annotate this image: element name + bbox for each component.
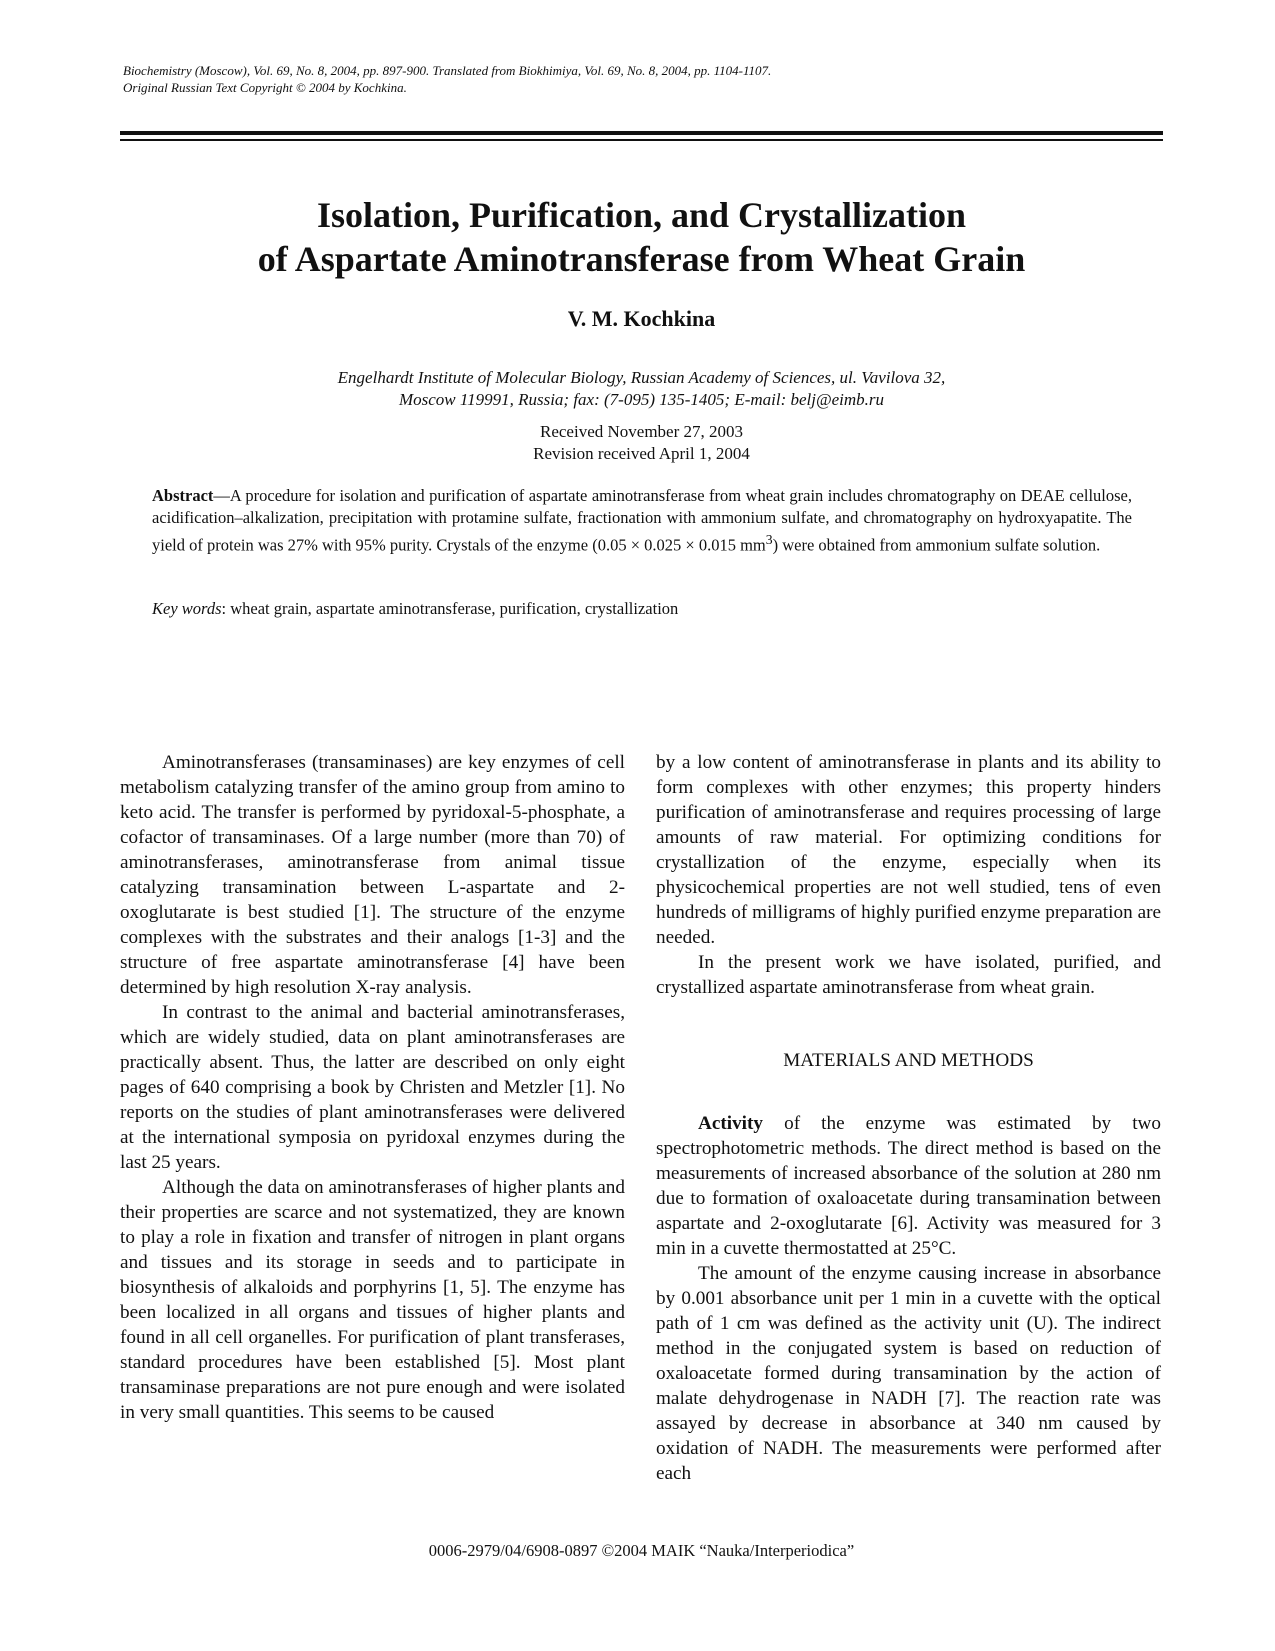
title-line-2: of Aspartate Aminotransferase from Wheat Grain	[257, 239, 1026, 279]
affiliation-line-1: Engelhardt Institute of Molecular Biology, Russian Academy of Sciences, ul. Vavilova 32,	[337, 368, 946, 387]
keywords-text: : wheat grain, aspartate aminotransferase, purification, crystallization	[221, 599, 679, 618]
abstract-label: Abstract	[152, 486, 214, 505]
header-rule-thick	[120, 131, 1163, 135]
title-line-1: Isolation, Purification, and Crystallization	[316, 195, 967, 235]
affiliation-line-2: Moscow 119991, Russia; fax: (7-095) 135-1405; E-mail: belj@eimb.ru	[398, 390, 885, 409]
keywords-label: Key words	[152, 599, 222, 618]
abstract-superscript: 3	[765, 532, 773, 547]
received-date: Received November 27, 2003	[540, 422, 743, 441]
paper-title	[120, 193, 1163, 281]
affiliation	[120, 367, 1163, 411]
journal-citation: Biochemistry (Moscow), Vol. 69, No. 8, 2004, pp. 897-900. Translated from Biokhimiya, Vol. 69, No. 8, 2004, pp. 1104-1107.	[123, 63, 772, 78]
received-dates	[120, 421, 1163, 465]
section-heading: MATERIALS AND METHODS	[783, 1050, 1034, 1071]
abstract-text: —A procedure for isolation and purification of aspartate aminotransferase from wheat grain includes chromatography on DEAE cellulose, acidification–alkalization, precipitation with protamine sulfate, fractionation with ammonium sulfate, and chromatography on hydroxyapatite. The yield of protein was 27% with 95% purity. Crystals of the enzyme (0.05 × 0.025 × 0.015 mm	[152, 486, 1132, 555]
body-paragraph: Although the data on aminotransferases of higher plants and their properties are scarce and not systematized, they are known to play a role in fixation and transfer of nitrogen in plant organs and tissues and its storage in seeds and to participate in biosynthesis of alkaloids and porphyrins [1, 5]. The enzyme has been localized in all organs and tissues of higher plants and found in all cell organelles. For purification of plant transferases, standard procedures have been established [5]. Most plant transaminase preparations are not pure enough and were isolated in very small quantities. This seems to be caused	[120, 1177, 625, 1423]
body-paragraph: In the present work we have isolated, purified, and crystallized aspartate aminotransferase from wheat grain.	[656, 952, 1161, 998]
paragraph-run-in-heading: Activity	[698, 1113, 764, 1134]
abstract-text-end: ) were obtained from ammonium sulfate solution.	[772, 535, 1101, 555]
header-rule-thin	[120, 139, 1163, 141]
body-paragraph: In contrast to the animal and bacterial aminotransferases, which are widely studied, data on plant aminotransferases are practically absent. Thus, the latter are described on only eight pages of 640 comprising a book by Christen and Metzler [1]. No reports on the studies of plant aminotransferases were delivered at the international symposia on pyridoxal enzymes during the last 25 years.	[120, 1002, 625, 1173]
body-paragraph: The amount of the enzyme causing increase in absorbance by 0.001 absorbance unit per 1 min in a cuvette with the optical path of 1 cm was defined as the activity unit (U). The indirect method in the conjugated system is based on reduction of oxaloacetate formed during transamination by the action of malate dehydrogenase in NADH [7]. The reaction rate was assayed by decrease in absorbance at 340 nm caused by oxidation of NADH. The measurements were performed after each	[656, 1263, 1161, 1484]
body-paragraph	[656, 1111, 1161, 1261]
author-name: V. M. Kochkina	[567, 306, 716, 331]
body-paragraph: by a low content of aminotransferase in plants and its ability to form complexes with other enzymes; this property hinders purification of aminotransferase and requires processing of large amounts of raw material. For optimizing conditions for crystallization of the enzyme, especially when its physicochemical properties are not well studied, tens of even hundreds of milligrams of highly purified enzyme preparation are needed.	[656, 752, 1161, 948]
right-column	[656, 750, 1161, 1486]
revision-date: Revision received April 1, 2004	[533, 444, 750, 463]
abstract	[152, 485, 1132, 557]
body-paragraph: Aminotransferases (transaminases) are key enzymes of cell metabolism catalyzing transfer of the amino group from amino to keto acid. The transfer is performed by pyridoxal-5-phosphate, a cofactor of transaminases. Of a large number (more than 70) of aminotransferases, aminotransferase from animal tissue catalyzing transamination between L-aspartate and 2-oxoglutarate is best studied [1]. The structure of the enzyme complexes with the substrates and their analogs [1-3] and the structure of free aspartate aminotransferase [4] have been determined by high resolution X-ray analysis.	[120, 752, 625, 998]
page-footer: 0006-2979/04/6908-0897 ©2004 MAIK “Nauka/Interperiodica”	[428, 1541, 855, 1560]
journal-header	[123, 62, 1163, 96]
paragraph-text: of the enzyme was estimated by two spectrophotometric methods. The direct method is based on the measurements of increased absorbance of the solution at 280 nm due to formation of oxaloacetate during transamination between aspartate and 2-oxoglutarate [6]. Activity was measured for 3 min in a cuvette thermostatted at 25°C.	[656, 1113, 1161, 1259]
copyright-line: Original Russian Text Copyright © 2004 by Kochkina.	[123, 80, 407, 95]
left-column	[120, 750, 625, 1425]
keywords	[152, 598, 1132, 620]
